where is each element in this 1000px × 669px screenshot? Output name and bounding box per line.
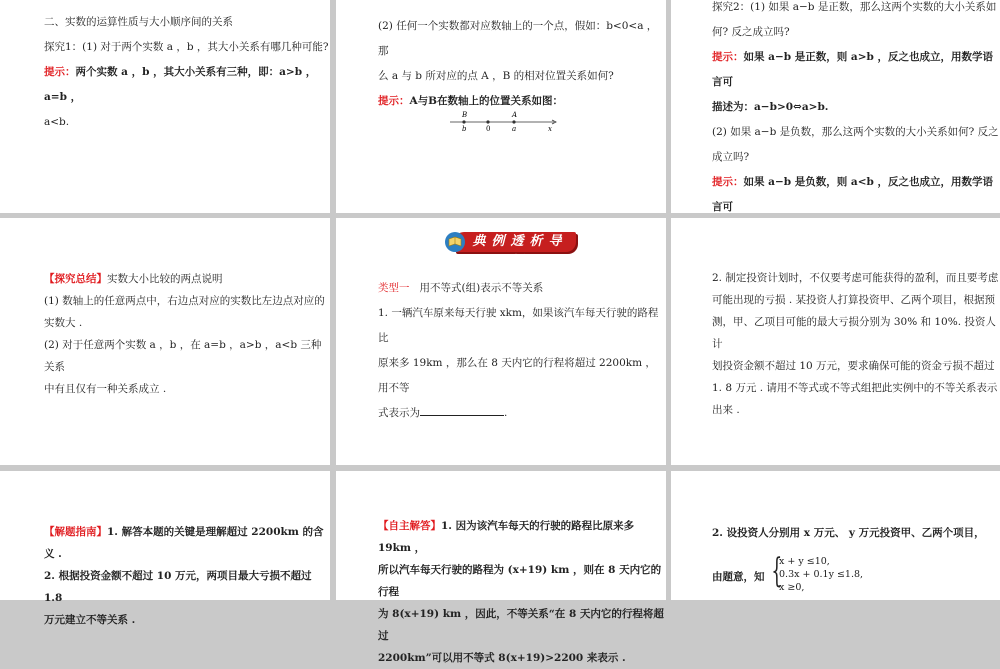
slide-5 [336, 218, 666, 465]
slide3-line3: (2) 如果 a−b 是负数，那么这两个实数的大小关系如何? 反之 [712, 126, 999, 138]
slide3-hint1 [712, 45, 1000, 95]
hint-text: A与B在数轴上的位置关系如图： [409, 95, 564, 107]
book-icon [444, 231, 466, 253]
slide3-line1: 探究2：(1) 如果 a−b 是正数，那么这两个实数的大小关系如 [712, 1, 997, 13]
slide4-p2a: (2) 对于任意两个实数 a ，b ，在 a=b ，a>b ，a<b 三种关系 [44, 339, 322, 373]
hint-text: 如果 a−b 是负数，则 a<b ，反之也成立，用数学语言可 [712, 176, 994, 213]
number-line-diagram [448, 108, 568, 138]
slide4-p2b: 中有且仅有一种关系成立 . [44, 383, 167, 395]
section-banner [444, 228, 580, 269]
hint-label: 提示： [712, 176, 744, 188]
slide4-title [44, 268, 330, 290]
answer-blank [420, 405, 504, 416]
summary-label: 【探究总结】 [44, 273, 107, 285]
slide-8 [336, 471, 666, 664]
inequality-system [779, 555, 863, 594]
type-title: 用不等式(组)表示不等关系 [419, 282, 544, 294]
slide7-l2: 2. 根据投资金额不超过 10 万元，两项目最大亏损不超过 1.8 [44, 570, 312, 604]
slide4-p1a: (1) 数轴上的任意两点中，右边点对应的实数比左边点对应的 [44, 295, 325, 307]
hint-text: 如果 a−b 是正数，则 a>b ，反之也成立，用数学语言可 [712, 51, 994, 88]
point-b [462, 120, 465, 123]
slide9-l2: 由题意，知 [712, 571, 765, 583]
slide7-l3: 万元建立不等关系 . [44, 614, 136, 626]
system-brace: { [771, 551, 783, 591]
slide4-p1b: 实数大 . [44, 317, 83, 329]
slide6-l2: 可能出现的亏损 . 某投资人打算投资甲、乙两个项目，根据预 [712, 294, 996, 306]
slide-7 [0, 471, 330, 626]
label-a-lower: a [512, 125, 517, 133]
hint-label: 提示： [378, 95, 410, 107]
slide1-heading: 二、实数的运算性质与大小顺序间的关系 [44, 16, 233, 28]
slide8-l1: 【自主解答】1. 因为该汽车每天的行驶的路程比原来多 19km ， [378, 520, 635, 554]
slide-9 [671, 471, 1000, 600]
slide3-line2: 何? 反之成立吗? [712, 26, 790, 38]
slide5-q1a: 1. 一辆汽车原来每天行驶 xkm，如果该汽车每天行驶的路程比 [378, 307, 659, 344]
slide9-l1: 2. 设投资人分别用 x 万元、 y 万元投资甲、乙两个项目， [712, 527, 985, 539]
type-label: 类型一 [378, 282, 410, 294]
system-line-2: 0.3x + 0.1y ≤1.8, [779, 569, 864, 580]
hint-label: 提示： [712, 51, 744, 63]
slide3-hint1-tail: 描述为：a−b>0⇔a>b. [712, 101, 829, 113]
slide-1 [0, 0, 330, 213]
slide5-q1b: 原来多 19km ，那么在 8 天内它的行程将超过 2200km ，用不等 [378, 357, 656, 394]
slide5-q1c: 式表示为 . [378, 407, 508, 419]
slide3-line4: 成立吗? [712, 151, 750, 163]
label-axis-x: x [548, 125, 552, 133]
label-zero: 0 [486, 125, 491, 133]
slide7-l1: 【解题指南】1. 解答本题的关键是理解超过 2200km 的含义 . [44, 526, 324, 560]
slide3-hint2 [712, 170, 1000, 220]
label-b-lower: b [462, 125, 467, 133]
slide1-hint-tail: a<b. [44, 116, 70, 128]
banner-title: 典例透析导悟 [472, 234, 568, 269]
guide-label: 【解题指南】 [44, 526, 107, 538]
slide1-hint [44, 60, 330, 110]
system-line-1: x + y ≤10, [779, 556, 830, 567]
slide6-l4: 划投资金额不超过 10 万元，要求确保可能的资金亏损不超过 [712, 360, 995, 372]
slide-6 [671, 218, 1000, 465]
label-B-upper: B [462, 111, 468, 119]
answer-label: 【自主解答】 [378, 520, 441, 532]
system-line-3: x ≥0, [779, 582, 805, 593]
slide6-l6: 出来 . [712, 404, 740, 416]
hint-text: 两个实数 a ，b ，其大小关系有三种，即：a>b ，a=b ， [44, 66, 317, 103]
slide8-l3: 为 8(x+19) km ，因此，不等关系“在 8 天内它的行程将超过 [378, 608, 664, 642]
slide8-l2: 所以汽车每天行驶的路程为 (x+19) km ，则在 8 天内它的行程 [378, 564, 662, 598]
slide6-l3: 测，甲、乙项目可能的最大亏损分别为 30% 和 10%. 投资人计 [712, 316, 996, 350]
hint-label: 提示： [44, 66, 76, 78]
slide2-line2: 么 a 与 b 所对应的点 A ，B 的相对位置关系如何? [378, 70, 614, 82]
slide-4 [0, 218, 330, 465]
slide8-l4: 2200km”可以用不等式 8(x+19)>2200 来表示 . [378, 652, 626, 664]
slide6-l1: 2. 制定投资计划时，不仅要考虑可能获得的盈利，而且要考虑 [712, 272, 999, 284]
slide5-type [378, 276, 666, 301]
point-a [512, 120, 515, 123]
label-A-upper: A [512, 111, 518, 119]
slide-3 [671, 0, 1000, 213]
slide6-l5: 1. 8 万元 . 请用不等式或不等式组把此实例中的不等关系表示 [712, 382, 998, 394]
slide2-line1: (2) 任何一个实数都对应数轴上的一个点，假如：b<0<a ，那 [378, 20, 658, 57]
slide-2 [336, 0, 666, 213]
summary-title: 实数大小比较的两点说明 [107, 273, 223, 285]
slide1-question: 探究1：(1) 对于两个实数 a ，b ，其大小关系有哪几种可能? [44, 41, 329, 53]
point-zero [486, 120, 489, 123]
